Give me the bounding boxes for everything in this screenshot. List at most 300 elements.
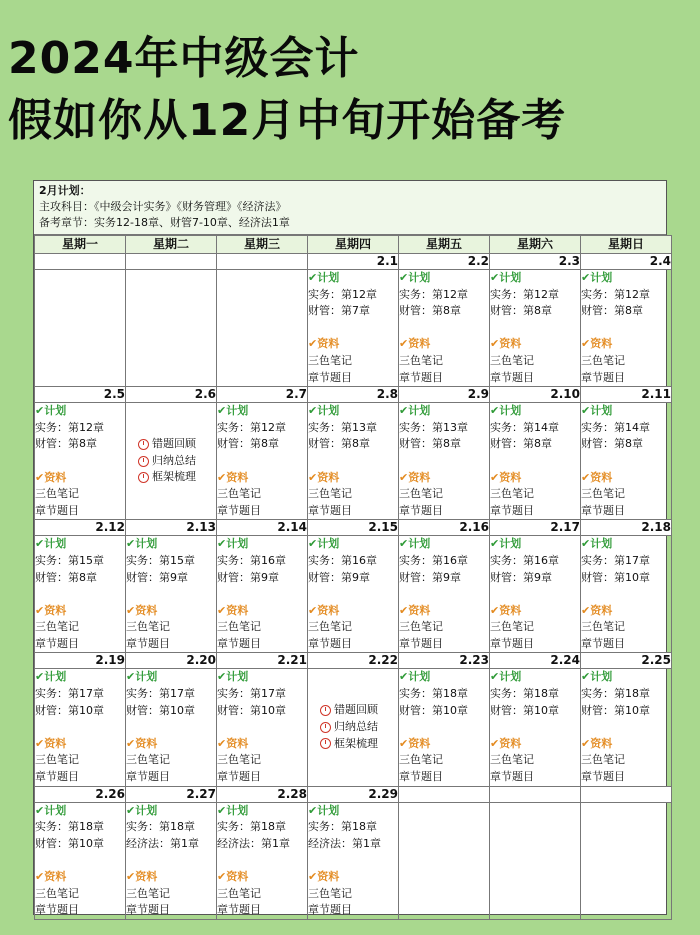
check-icon: ✔ [490, 603, 500, 617]
alarm-clock-icon [320, 738, 331, 749]
day-cell [126, 802, 217, 919]
check-icon: ✔ [490, 271, 500, 284]
day-cell [217, 536, 308, 653]
calendar-table [34, 235, 672, 920]
plan-label: 计划 [590, 404, 613, 418]
day-cell [35, 403, 126, 520]
day-cell-row [35, 669, 672, 786]
date-label: 2.3 [490, 254, 581, 270]
date-label: 2.9 [399, 387, 490, 403]
plan-line-1: 实务：第12章 [399, 287, 468, 301]
spacer [399, 719, 489, 736]
exercises-item: 章节题目 [308, 903, 352, 917]
date-label: 2.7 [217, 387, 308, 403]
materials-label: 资料 [226, 603, 249, 617]
check-icon: ✔ [35, 404, 45, 418]
date-label [217, 254, 308, 270]
check-icon: ✔ [126, 870, 136, 883]
review-item [320, 719, 398, 736]
day-cell-row [35, 270, 672, 387]
materials-heading [399, 603, 489, 620]
plan-line-2: 财管：第8章 [581, 304, 643, 318]
day-cell [126, 270, 217, 387]
check-icon: ✔ [490, 337, 500, 351]
day-cell [308, 669, 399, 786]
exercises-item: 章节题目 [35, 770, 79, 784]
plan-line-2: 财管：第8章 [399, 437, 461, 451]
plan-line-2: 财管：第9章 [126, 570, 188, 584]
materials-label: 资料 [44, 736, 67, 750]
exercises-item: 章节题目 [399, 770, 443, 784]
plan-title: 2月计划： [39, 184, 91, 197]
check-icon: ✔ [308, 537, 318, 551]
day-cell [490, 536, 581, 653]
exercises-item: 章节题目 [126, 770, 170, 784]
review-list [126, 403, 216, 486]
exercises-item: 章节题目 [399, 503, 443, 517]
check-icon: ✔ [217, 603, 227, 617]
day-cell [308, 270, 399, 387]
page-title [8, 28, 566, 152]
spacer [308, 852, 398, 869]
check-icon: ✔ [581, 404, 591, 418]
materials-label: 资料 [499, 736, 522, 750]
alarm-clock-icon [138, 456, 149, 467]
weekday-header: 星期二 [126, 236, 217, 254]
plan-label: 计划 [590, 537, 613, 551]
plan-line-1: 实务：第16章 [308, 553, 377, 567]
check-icon: ✔ [35, 470, 45, 484]
plan-line-2: 财管：第8章 [35, 437, 97, 451]
day-cell [126, 536, 217, 653]
day-cell [126, 669, 217, 786]
materials-label: 资料 [226, 736, 249, 750]
check-icon: ✔ [217, 670, 227, 684]
date-label [581, 786, 672, 802]
materials-label: 资料 [44, 603, 67, 617]
plan-label: 计划 [408, 537, 431, 551]
check-icon: ✔ [308, 337, 318, 351]
check-icon: ✔ [399, 404, 409, 418]
weekday-header: 星期五 [399, 236, 490, 254]
date-label: 2.6 [126, 387, 217, 403]
exercises-item: 章节题目 [490, 636, 534, 650]
plan-line-1: 实务：第16章 [217, 553, 286, 567]
materials-label: 资料 [408, 337, 431, 351]
plan-chapters: 备考章节：实务12-18章、财管7-10章、经济法1章 [39, 216, 290, 229]
plan-label: 计划 [590, 670, 613, 684]
plan-line-1: 实务：第12章 [217, 420, 286, 434]
calendar-sheet [33, 180, 671, 917]
check-icon: ✔ [399, 271, 409, 284]
check-icon: ✔ [35, 803, 45, 817]
spacer [490, 586, 580, 603]
date-label: 2.27 [126, 786, 217, 802]
spacer [308, 320, 398, 337]
plan-heading [399, 536, 489, 553]
check-icon: ✔ [581, 337, 591, 351]
check-icon: ✔ [308, 404, 318, 418]
day-cell [490, 270, 581, 387]
materials-heading [126, 736, 216, 753]
date-label: 2.5 [35, 387, 126, 403]
date-label: 2.8 [308, 387, 399, 403]
day-cell [581, 802, 672, 919]
plan-line-1: 实务：第16章 [399, 553, 468, 567]
plan-heading [35, 669, 125, 686]
weekday-header: 星期三 [217, 236, 308, 254]
check-icon: ✔ [308, 870, 318, 883]
materials-heading [399, 336, 489, 353]
date-label: 2.21 [217, 653, 308, 669]
check-icon: ✔ [35, 736, 45, 750]
plan-heading [217, 403, 307, 420]
exercises-item: 章节题目 [490, 770, 534, 784]
plan-line-1: 实务：第13章 [308, 420, 377, 434]
plan-subjects: 主攻科目：《中级会计实务》《财务管理》《经济法》 [39, 200, 287, 213]
materials-heading [490, 470, 580, 487]
plan-line-1: 实务：第14章 [581, 420, 650, 434]
weekday-header: 星期四 [308, 236, 399, 254]
plan-line-1: 实务：第12章 [581, 287, 650, 301]
plan-heading [490, 270, 580, 287]
review-item-label: 错题回顾 [334, 703, 378, 717]
date-label: 2.15 [308, 520, 399, 536]
check-icon: ✔ [35, 870, 45, 883]
day-cell [35, 669, 126, 786]
notes-item: 三色笔记 [581, 353, 625, 367]
date-label: 2.14 [217, 520, 308, 536]
plan-heading [490, 536, 580, 553]
plan-line-1: 实务：第17章 [126, 687, 195, 701]
materials-heading [35, 470, 125, 487]
notes-item: 三色笔记 [399, 353, 443, 367]
materials-heading [490, 736, 580, 753]
plan-line-2: 财管：第10章 [126, 703, 195, 717]
day-cell-row [35, 802, 672, 919]
title-line-2: 假如你从12月中旬开始备考 [8, 95, 567, 146]
day-cell-row [35, 403, 672, 520]
exercises-item: 章节题目 [308, 503, 352, 517]
plan-line-1: 实务：第17章 [217, 687, 286, 701]
exercises-item: 章节题目 [308, 636, 352, 650]
materials-heading [217, 869, 307, 886]
exercises-item: 章节题目 [581, 636, 625, 650]
date-label: 2.4 [581, 254, 672, 270]
check-icon: ✔ [35, 603, 45, 617]
plan-line-1: 实务：第18章 [217, 820, 286, 834]
date-label: 2.11 [581, 387, 672, 403]
notes-item: 三色笔记 [490, 753, 534, 767]
plan-line-1: 实务：第12章 [308, 287, 377, 301]
plan-line-1: 实务：第18章 [490, 687, 559, 701]
notes-item: 三色笔记 [581, 753, 625, 767]
spacer [399, 320, 489, 337]
materials-label: 资料 [317, 337, 340, 351]
plan-heading [217, 803, 307, 820]
plan-line-2: 财管：第10章 [581, 703, 650, 717]
materials-label: 资料 [590, 736, 613, 750]
check-icon: ✔ [35, 537, 45, 551]
day-cell [581, 270, 672, 387]
materials-heading [126, 869, 216, 886]
plan-line-2: 财管：第10章 [35, 703, 104, 717]
review-item-label: 归纳总结 [334, 720, 378, 734]
plan-line-2: 财管：第8章 [35, 570, 97, 584]
plan-label: 计划 [408, 404, 431, 418]
plan-heading [217, 536, 307, 553]
notes-item: 三色笔记 [399, 753, 443, 767]
spacer [217, 719, 307, 736]
alarm-clock-icon [138, 472, 149, 483]
materials-label: 资料 [499, 603, 522, 617]
check-icon: ✔ [490, 537, 500, 551]
review-item [320, 736, 398, 753]
plan-info [34, 181, 666, 235]
date-label: 2.17 [490, 520, 581, 536]
plan-heading [490, 669, 580, 686]
plan-label: 计划 [135, 803, 158, 817]
plan-label: 计划 [135, 670, 158, 684]
plan-label: 计划 [226, 803, 249, 817]
day-cell [217, 802, 308, 919]
day-cell [490, 802, 581, 919]
plan-line-2: 财管：第7章 [308, 304, 370, 318]
plan-line-1: 实务：第18章 [581, 687, 650, 701]
materials-heading [308, 470, 398, 487]
day-cell [217, 403, 308, 520]
plan-heading [399, 669, 489, 686]
exercises-item: 章节题目 [490, 503, 534, 517]
materials-label: 资料 [499, 337, 522, 351]
plan-heading [581, 403, 671, 420]
spacer [126, 852, 216, 869]
review-item-label: 框架梳理 [334, 736, 378, 750]
plan-label: 计划 [317, 271, 340, 284]
date-label: 2.23 [399, 653, 490, 669]
spacer [581, 586, 671, 603]
exercises-item: 章节题目 [35, 636, 79, 650]
plan-label: 计划 [408, 670, 431, 684]
day-cell [308, 536, 399, 653]
check-icon: ✔ [581, 271, 591, 284]
date-label: 2.26 [35, 786, 126, 802]
weekday-header: 星期一 [35, 236, 126, 254]
plan-line-1: 实务：第13章 [399, 420, 468, 434]
date-label: 2.24 [490, 653, 581, 669]
plan-line-2: 财管：第10章 [581, 570, 650, 584]
check-icon: ✔ [581, 736, 591, 750]
day-cell [399, 802, 490, 919]
notes-item: 三色笔记 [35, 620, 79, 634]
weekday-header: 星期日 [581, 236, 672, 254]
notes-item: 三色笔记 [217, 886, 261, 900]
check-icon: ✔ [399, 603, 409, 617]
exercises-item: 章节题目 [490, 370, 534, 384]
alarm-clock-icon [320, 705, 331, 716]
spacer [308, 453, 398, 470]
plan-label: 计划 [44, 803, 67, 817]
plan-label: 计划 [499, 537, 522, 551]
plan-heading [126, 669, 216, 686]
materials-heading [35, 869, 125, 886]
plan-line-2: 财管：第8章 [308, 437, 370, 451]
spacer [217, 852, 307, 869]
materials-heading [581, 736, 671, 753]
check-icon: ✔ [490, 736, 500, 750]
weekday-header: 星期六 [490, 236, 581, 254]
plan-label: 计划 [226, 404, 249, 418]
check-icon: ✔ [581, 470, 591, 484]
plan-line-2: 财管：第10章 [35, 836, 104, 850]
plan-heading [581, 270, 671, 287]
materials-label: 资料 [590, 470, 613, 484]
plan-label: 计划 [317, 803, 340, 817]
exercises-item: 章节题目 [217, 636, 261, 650]
check-icon: ✔ [126, 670, 136, 684]
notes-item: 三色笔记 [490, 353, 534, 367]
spacer [399, 586, 489, 603]
notes-item: 三色笔记 [399, 620, 443, 634]
review-item-label: 框架梳理 [152, 470, 196, 484]
plan-label: 计划 [44, 404, 67, 418]
date-label: 2.19 [35, 653, 126, 669]
check-icon: ✔ [399, 670, 409, 684]
check-icon: ✔ [308, 603, 318, 617]
check-icon: ✔ [490, 670, 500, 684]
date-label: 2.29 [308, 786, 399, 802]
exercises-item: 章节题目 [126, 903, 170, 917]
plan-line-1: 实务：第17章 [581, 553, 650, 567]
exercises-item: 章节题目 [399, 370, 443, 384]
day-cell [581, 536, 672, 653]
spacer [490, 719, 580, 736]
exercises-item: 章节题目 [581, 770, 625, 784]
check-icon: ✔ [308, 470, 318, 484]
date-row [35, 387, 672, 403]
materials-label: 资料 [135, 603, 158, 617]
spacer [217, 453, 307, 470]
spacer [399, 453, 489, 470]
date-label: 2.10 [490, 387, 581, 403]
plan-heading [308, 403, 398, 420]
day-cell [490, 403, 581, 520]
check-icon: ✔ [35, 670, 45, 684]
materials-heading [581, 336, 671, 353]
plan-line-2: 财管：第10章 [399, 703, 468, 717]
review-item [138, 469, 216, 486]
spacer [35, 586, 125, 603]
plan-label: 计划 [44, 537, 67, 551]
day-cell [308, 802, 399, 919]
plan-line-1: 实务：第18章 [35, 820, 104, 834]
spacer [126, 586, 216, 603]
materials-heading [35, 603, 125, 620]
materials-label: 资料 [499, 470, 522, 484]
exercises-item: 章节题目 [217, 503, 261, 517]
check-icon: ✔ [308, 803, 318, 817]
materials-label: 资料 [226, 870, 249, 883]
day-cell [581, 403, 672, 520]
materials-heading [399, 736, 489, 753]
plan-label: 计划 [499, 271, 522, 284]
plan-heading [399, 270, 489, 287]
spacer [581, 453, 671, 470]
plan-label: 计划 [44, 670, 67, 684]
plan-line-2: 财管：第8章 [490, 437, 552, 451]
plan-line-2: 经济法：第1章 [308, 836, 381, 850]
plan-line-2: 财管：第8章 [581, 437, 643, 451]
plan-label: 计划 [590, 271, 613, 284]
materials-heading [217, 736, 307, 753]
spacer [490, 453, 580, 470]
check-icon: ✔ [399, 537, 409, 551]
day-cell [308, 403, 399, 520]
review-list [308, 669, 398, 752]
day-cell [490, 669, 581, 786]
check-icon: ✔ [217, 870, 227, 883]
plan-line-2: 财管：第9章 [399, 570, 461, 584]
spacer [35, 852, 125, 869]
exercises-item: 章节题目 [126, 636, 170, 650]
date-label: 2.25 [581, 653, 672, 669]
date-row [35, 653, 672, 669]
spacer [35, 453, 125, 470]
day-cell [35, 536, 126, 653]
exercises-item: 章节题目 [35, 903, 79, 917]
notes-item: 三色笔记 [308, 487, 352, 501]
plan-line-2: 财管：第9章 [308, 570, 370, 584]
review-item-label: 归纳总结 [152, 453, 196, 467]
materials-heading [217, 470, 307, 487]
date-label [490, 786, 581, 802]
plan-line-1: 实务：第12章 [490, 287, 559, 301]
plan-label: 计划 [226, 670, 249, 684]
alarm-clock-icon [320, 722, 331, 733]
plan-heading [35, 403, 125, 420]
spacer [217, 586, 307, 603]
notes-item: 三色笔记 [490, 487, 534, 501]
notes-item: 三色笔记 [217, 753, 261, 767]
date-label: 2.12 [35, 520, 126, 536]
check-icon: ✔ [490, 404, 500, 418]
materials-heading [217, 603, 307, 620]
plan-line-1: 实务：第16章 [490, 553, 559, 567]
plan-heading [126, 803, 216, 820]
spacer [308, 586, 398, 603]
check-icon: ✔ [399, 736, 409, 750]
day-cell [399, 536, 490, 653]
materials-label: 资料 [226, 470, 249, 484]
materials-heading [490, 336, 580, 353]
notes-item: 三色笔记 [217, 620, 261, 634]
materials-label: 资料 [408, 470, 431, 484]
exercises-item: 章节题目 [308, 370, 352, 384]
weekday-row [35, 236, 672, 254]
plan-line-1: 实务：第18章 [399, 687, 468, 701]
plan-line-1: 实务：第14章 [490, 420, 559, 434]
materials-heading [35, 736, 125, 753]
materials-heading [126, 603, 216, 620]
plan-line-1: 实务：第12章 [35, 420, 104, 434]
date-label: 2.13 [126, 520, 217, 536]
materials-heading [581, 603, 671, 620]
date-label: 2.2 [399, 254, 490, 270]
check-icon: ✔ [581, 670, 591, 684]
check-icon: ✔ [399, 337, 409, 351]
notes-item: 三色笔记 [126, 620, 170, 634]
day-cell [581, 669, 672, 786]
